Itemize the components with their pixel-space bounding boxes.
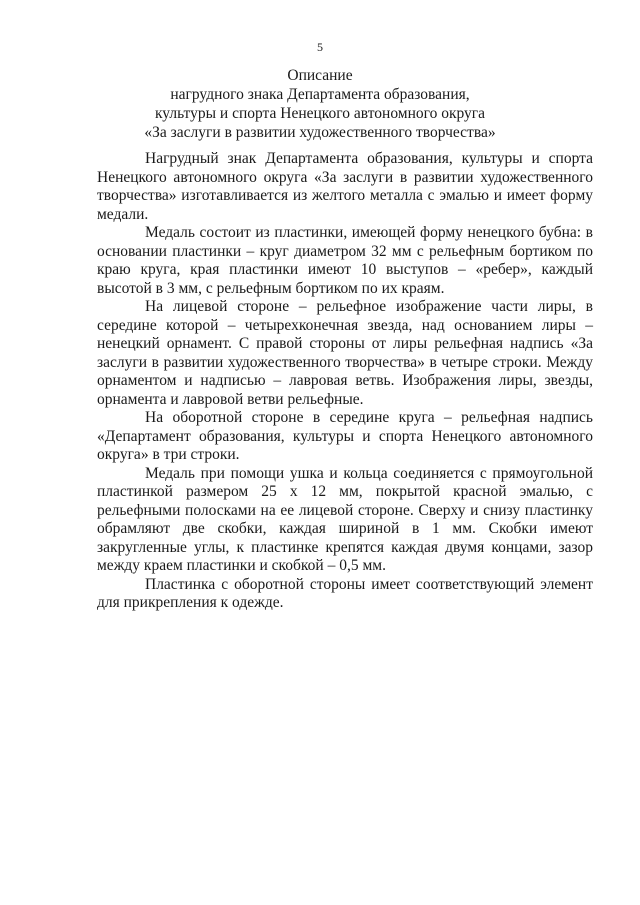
- title-line-1: нагрудного знака Департамента образования,: [170, 86, 470, 103]
- paragraph-front-side: На лицевой стороне – рельефное изображение части лиры, в середине которой – четырехконечная звезда, над основанием лиры – ненецкий орнамент. С правой стороны от лиры рельефная надпись «За заслуги в развитии художественного творчества» в четыре строки. Между орнаментом и надписью – лавровая ветвь. Изображения лиры, звезды, орнамента и лавровой ветви рельефные.: [97, 298, 593, 408]
- paragraph-shape: Медаль состоит из пластинки, имеющей форму ненецкого бубна: в основании пластинки – круг диаметром 32 мм с рельефным бортиком по краю круга, края пластинки имеют 10 выступов – «ребер», каждый высотой в 3 мм, с рельефным бортиком по их краям.: [97, 224, 593, 297]
- title-line-3: «За заслуги в развитии художественного творчества»: [144, 124, 496, 141]
- title-line-2: культуры и спорта Ненецкого автономного округа: [154, 105, 486, 122]
- title-line-heading: Описание: [287, 67, 353, 84]
- paragraph-plate: Медаль при помощи ушка и кольца соединяется с прямоугольной пластинкой размером 25 х 12 мм, покрытой красной эмалью, с рельефными полосками на ее лицевой стороне. Сверху и снизу пластинку обрамляют две скобки, каждая шириной в 1 мм. Скобки имеют закругленные углы, к пластинке крепятся каждая двумя концами, зазор между краем пластинки и скобкой – 0,5 мм.: [97, 464, 593, 574]
- paragraph-intro: Нагрудный знак Департамента образования, культуры и спорта Ненецкого автономного округа «За заслуги в развитии художественного творчества» изготавливается из желтого металла с эмалью и имеет форму медали.: [97, 150, 593, 223]
- paragraph-fastening: Пластинка с оборотной стороны имеет соответствующий элемент для прикрепления к одежде.: [97, 575, 593, 611]
- page-number: 5: [317, 40, 323, 54]
- document-title: [0, 66, 640, 142]
- document-body: [97, 150, 593, 613]
- paragraph-back-side: На оборотной стороне в середине круга – рельефная надпись «Департамент образования, культуры и спорта Ненецкого автономного округа» в три строки.: [97, 409, 593, 463]
